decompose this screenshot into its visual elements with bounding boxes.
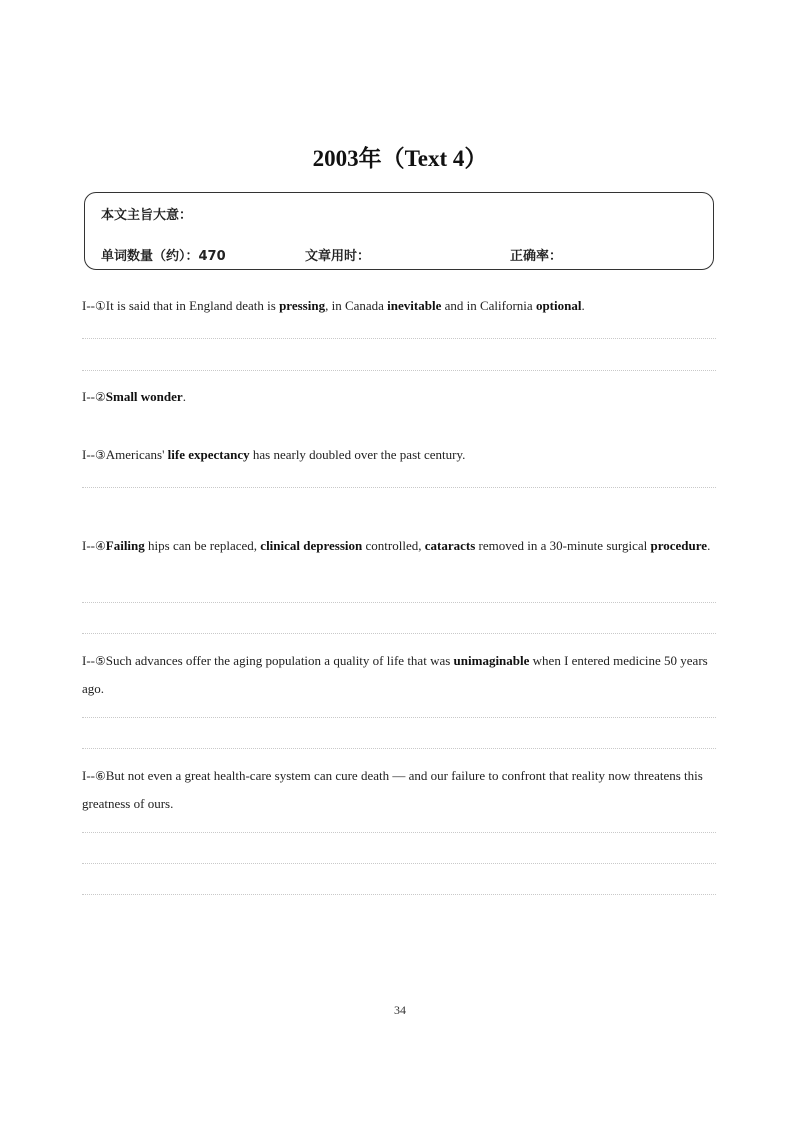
answer-line[interactable] xyxy=(82,338,716,339)
sentence-3 xyxy=(82,441,718,469)
answer-line[interactable] xyxy=(82,717,716,718)
answer-line[interactable] xyxy=(82,370,716,371)
answer-line[interactable] xyxy=(82,832,716,833)
sentence-5 xyxy=(82,647,718,702)
sentence-number: ⑤ xyxy=(95,654,106,668)
sentence-number: ① xyxy=(95,299,106,313)
page-number: 34 xyxy=(394,1003,406,1017)
text: It is said that in England death is xyxy=(105,298,280,313)
time-label: 文章用时： xyxy=(305,249,371,264)
keyword: Failing xyxy=(105,538,145,553)
keyword: cataracts xyxy=(424,538,476,553)
main-idea-label: 本文主旨大意： xyxy=(101,208,193,223)
sentence-prefix: I-- xyxy=(82,389,95,404)
keyword: Small wonder xyxy=(105,389,183,404)
word-count-label: 单词数量（约）： xyxy=(101,249,199,264)
page-title: 2003年（Text 4） xyxy=(312,146,488,171)
answer-line[interactable] xyxy=(82,633,716,634)
sentence-prefix: I-- xyxy=(82,653,95,668)
sentence-prefix: I-- xyxy=(82,768,95,783)
keyword: procedure xyxy=(650,538,708,553)
text: hips can be replaced, xyxy=(144,538,261,553)
keyword: unimaginable xyxy=(453,653,530,668)
text: Such advances offer the aging population a quality of life that was xyxy=(105,653,454,668)
sentence-number: ⑥ xyxy=(95,769,106,783)
text: But not even a great health-care system can cure death — and our failure to confront that reality now threatens this greatness of ours. xyxy=(82,768,703,811)
keyword: clinical depression xyxy=(260,538,363,553)
summary-box xyxy=(84,192,714,270)
answer-line[interactable] xyxy=(82,894,716,895)
answer-line[interactable] xyxy=(82,748,716,749)
text: removed in a 30-minute surgical xyxy=(475,538,651,553)
sentence-number: ③ xyxy=(95,448,106,462)
text: and in California xyxy=(441,298,536,313)
answer-line[interactable] xyxy=(82,863,716,864)
text: . xyxy=(707,538,711,553)
keyword: optional xyxy=(535,298,582,313)
sentence-prefix: I-- xyxy=(82,298,95,313)
text: , in Canada xyxy=(325,298,388,313)
answer-line[interactable] xyxy=(82,602,716,603)
sentence-number: ② xyxy=(95,390,106,404)
sentence-6 xyxy=(82,762,718,817)
text: . xyxy=(581,298,585,313)
keyword: pressing xyxy=(279,298,326,313)
word-count xyxy=(101,245,226,264)
text: when I entered medicine 50 years ago. xyxy=(82,653,708,696)
text: Americans' xyxy=(105,447,168,462)
sentence-2 xyxy=(82,383,718,411)
sentence-1 xyxy=(82,292,718,320)
keyword: life expectancy xyxy=(167,447,250,462)
answer-line[interactable] xyxy=(82,487,716,488)
sentence-number: ④ xyxy=(95,539,106,553)
word-count-value: 470 xyxy=(198,249,226,264)
text: has nearly doubled over the past century. xyxy=(249,447,466,462)
accuracy-label: 正确率： xyxy=(510,249,563,264)
text: controlled, xyxy=(362,538,425,553)
text: . xyxy=(182,389,186,404)
keyword: inevitable xyxy=(387,298,442,313)
sentence-prefix: I-- xyxy=(82,538,95,553)
sentence-4 xyxy=(82,532,718,560)
sentence-prefix: I-- xyxy=(82,447,95,462)
